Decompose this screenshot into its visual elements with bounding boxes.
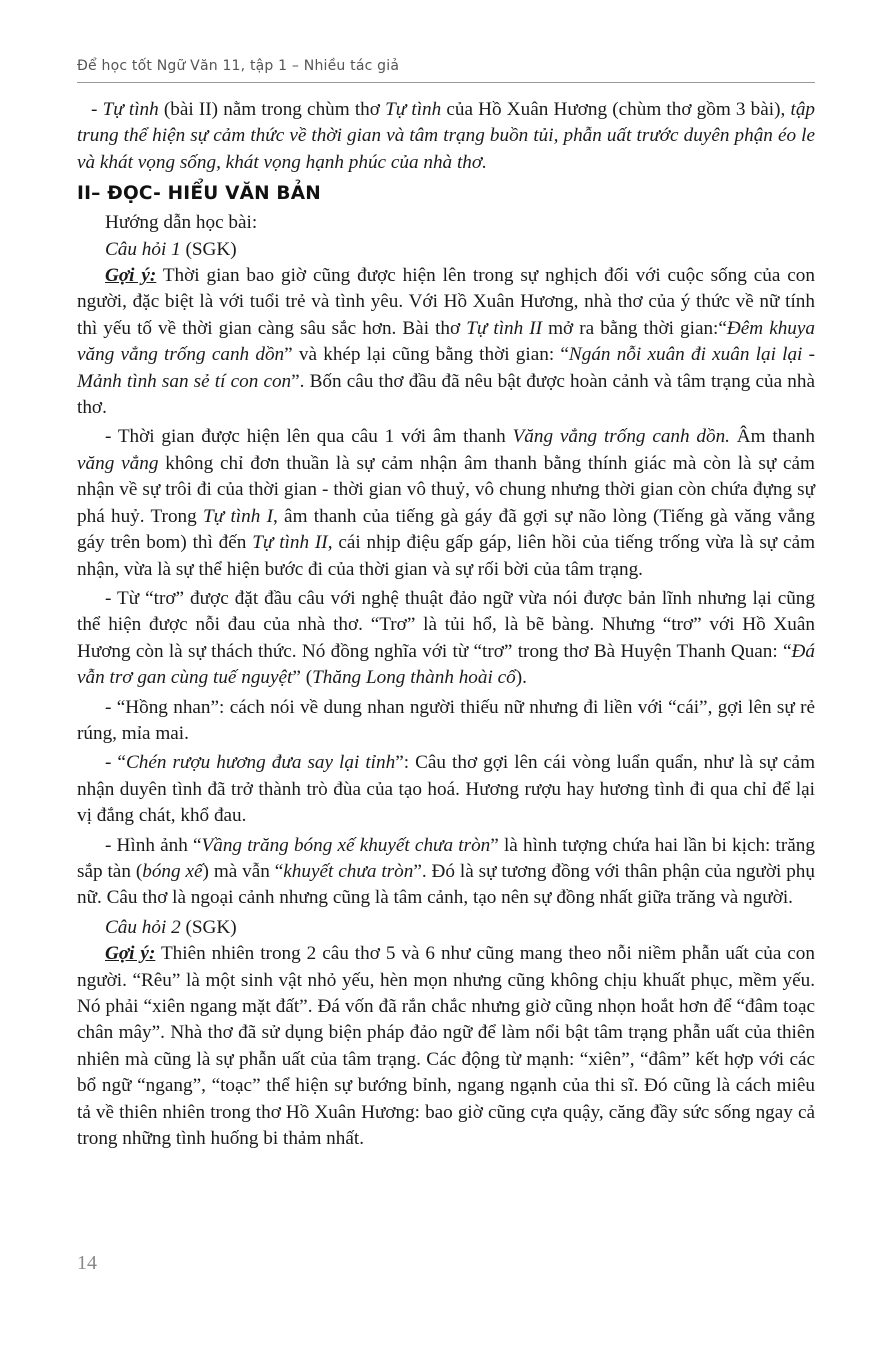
running-header: Để học tốt Ngữ Văn 11, tập 1 – Nhiều tác giả bbox=[77, 58, 400, 74]
header-divider bbox=[77, 82, 815, 83]
question-1-hint-paragraph: Gợi ý: Thời gian bao giờ cũng được hiện lên trong sự nghịch đối với cuộc sống của con người, đặc biệt là với tuổi trẻ và tình yêu. Với Hồ Xuân Hương, nhà thơ của ý thức về nữ tính thì yếu tố về thời gian càng sâu sắc hơn. Bài thơ Tự tình II mở ra bằng thời gian:“Đêm khuya văng vẳng trống canh dồn” và khép lại cũng bằng thời gian: “Ngán nỗi xuân đi xuân lại lại - Mảnh tình san sẻ tí con con”. Bốn câu thơ đầu đã nêu bật được hoàn cảnh và tâm trạng của nhà thơ. bbox=[77, 265, 816, 419]
study-guide-label: Hướng dẫn học bài: bbox=[105, 212, 258, 234]
question-2-title: Câu hỏi 2 (SGK) bbox=[105, 916, 237, 938]
wine-cup-paragraph: - “Chén rượu hương đưa say lại tỉnh”: Câu thơ gợi lên cái vòng luẩn quẩn, như là sự cảm nhận duyên tình đã trở thành trò đùa của tạo hoá. Hương rượu hay hương tình đi qua chỉ để lại vị đắng chát, khổ đau. bbox=[77, 752, 816, 827]
intro-paragraph: - Tự tình (bài II) nằm trong chùm thơ Tự tình của Hồ Xuân Hương (chùm thơ gồm 3 bài), tập trung thể hiện sự cảm thức về thời gian và tâm trạng buồn tủi, phẫn uất trước duyên phận éo le và khát vọng sống, khát vọng hạnh phúc của nhà thơ. bbox=[77, 99, 816, 173]
time-sound-paragraph: - Thời gian được hiện lên qua câu 1 với âm thanh Văng vẳng trống canh dồn. Âm thanh văng vẳng không chỉ đơn thuần là sự cảm nhận âm thanh bằng thính giác mà còn là sự cảm nhận về sự trôi đi của thời gian - thời gian vô thuỷ, vô chung nhưng thời gian còn chứa đựng sự phá huỷ. Trong Tự tình I, âm thanh của tiếng gà gáy đã gợi sự não lòng (Tiếng gà văng vẳng gáy trên bom) thì đến Tự tình II, cái nhịp điệu gấp gáp, liên hồi của tiếng trống vừa là sự cảm nhận, vừa là sự thể hiện bước đi của thời gian và sự rối bời của tâm trạng. bbox=[77, 426, 816, 580]
question-1-title: Câu hỏi 1 (SGK) bbox=[105, 238, 237, 260]
tro-word-paragraph: - Từ “trơ” được đặt đầu câu với nghệ thuật đảo ngữ vừa nói được bản lĩnh nhưng lại cũng thể hiện được nỗi đau của nhà thơ. “Trơ” là tủi hổ, là bẽ bàng. Nhưng “trơ” với Hồ Xuân Hương còn là sự thách thức. Nó đồng nghĩa với từ “trơ” trong thơ Bà Huyện Thanh Quan: “Đá vẫn trơ gan cùng tuế nguyệt” (Thăng Long thành hoài cổ). bbox=[77, 587, 815, 689]
page-body bbox=[77, 97, 815, 1155]
page-number: 14 bbox=[77, 1252, 97, 1274]
hint-label: Gợi ý: bbox=[105, 265, 157, 287]
hint-label: Gợi ý: bbox=[105, 943, 156, 965]
hong-nhan-paragraph: - “Hồng nhan”: cách nói về dung nhan người thiếu nữ nhưng đi liền với “cái”, gợi lên sự rẻ rúng, mỉa mai. bbox=[77, 696, 815, 744]
section-heading: II– ĐỌC- HIỂU VĂN BẢN bbox=[77, 183, 321, 205]
moon-image-paragraph: - Hình ảnh “Vầng trăng bóng xế khuyết chưa tròn” là hình tượng chứa hai lần bi kịch: trăng sắp tàn (bóng xế) mà vẫn “khuyết chưa tròn”. Đó là sự tương đồng với thân phận của người phụ nữ. Câu thơ là ngoại cảnh nhưng cũng là tâm cảnh, tạo nên sự đồng nhất giữa trăng và người. bbox=[77, 834, 815, 909]
question-2-hint-paragraph: Gợi ý: Thiên nhiên trong 2 câu thơ 5 và 6 như cũng mang theo nỗi niềm phẫn uất của con người. “Rêu” là một sinh vật nhỏ yếu, hèn mọn nhưng cũng không chịu khuất phục, mềm yếu. Nó phải “xiên ngang mặt đất”. Đá vốn đã rắn chắc nhưng giờ cũng nhọn hoắt hơn để “đâm toạc chân mây”. Nhà thơ đã sử dụng biện pháp đảo ngữ để làm nổi bật tâm trạng phẫn uất của thiên nhiên mà cũng là sự phẫn uất của tâm trạng. Các động từ mạnh: “xiên”, “đâm” kết hợp với các bổ ngữ “ngang”, “toạc” thể hiện sự bướng bỉnh, ngang ngạnh của thi sĩ. Đó cũng là cách miêu tả về thiên nhiên trong thơ Hồ Xuân Hương: bao giờ cũng cựa quậy, căng đầy sức sống ngay cả trong những tình huống bi thảm nhất. bbox=[77, 943, 815, 1150]
